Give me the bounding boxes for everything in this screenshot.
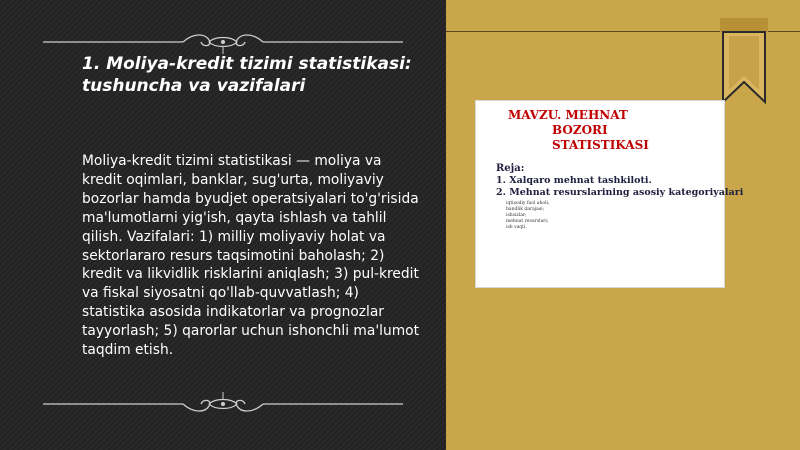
document-heading-line3: STATISTIKASI xyxy=(552,138,649,152)
reja-label: Reja: xyxy=(496,163,525,174)
scroll-divider-icon xyxy=(33,30,413,54)
document-heading-line2: BOZORI xyxy=(552,123,608,137)
sub-item: iqtisodiy faol aholi; xyxy=(506,201,550,206)
document-heading-line1: MAVZU. MEHNAT xyxy=(508,108,628,122)
scroll-divider-icon xyxy=(33,392,413,416)
sub-item: bandlik darajasi; xyxy=(506,207,545,212)
sub-item: mehnat resurslari; xyxy=(506,219,549,224)
sub-item: ish vaqti. xyxy=(506,225,527,230)
bookmark-ribbon-icon xyxy=(720,18,768,104)
slide-title: 1. Moliya-kredit tizimi statistikasi: tushuncha va vazifalari xyxy=(82,54,412,96)
plan-item: 2. Mehnat resurslarining asosiy kategoriyalari xyxy=(496,187,744,198)
sub-item: ishsizlar; xyxy=(506,213,527,218)
document-image xyxy=(475,100,744,288)
plan-item: 1. Xalqaro mehnat tashkiloti. xyxy=(496,175,652,186)
document-heading xyxy=(508,108,688,153)
slide-body: Moliya-kredit tizimi statistikasi — moliya va kredit oqimlari, banklar, sug'urta, moliyaviy bozorlar hamda byudjet operatsiyalari to'g'risida ma'lumotlarni yig'ish, qayta ishlash va tahlil qilish. Vazifalari: 1) milliy moliyaviy holat va sektorlararo resurs taqsimotini baholash; 2) kredit va likvidlik risklarini aniqlash; 3) pul-kredit va fiskal siyosatni qo'llab-quvvatlash; 4) statistika asosida indikatorlar va prognozlar tayyorlash; 5) qarorlar uchun ishonchli ma'lumot taqdim etish. xyxy=(82,153,419,359)
